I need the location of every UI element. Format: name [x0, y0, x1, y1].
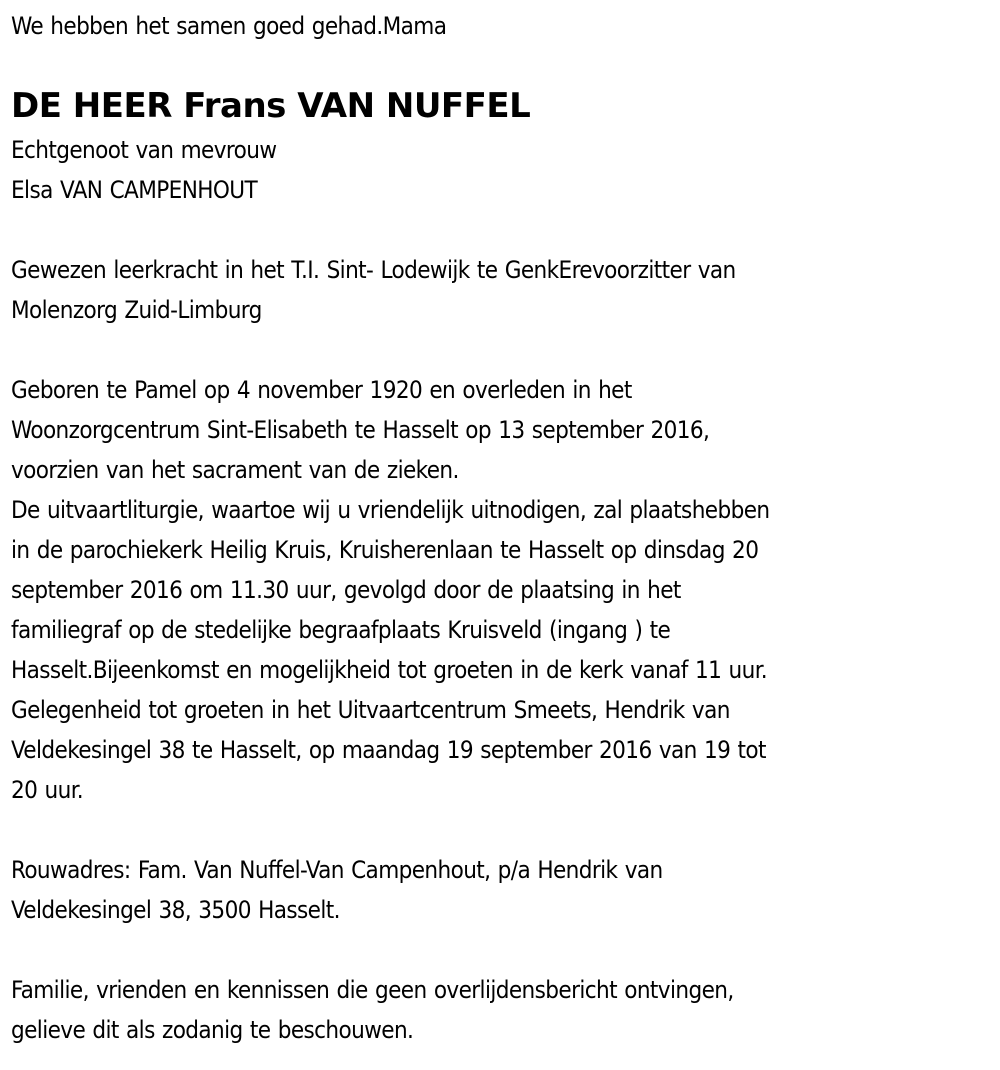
paragraph-line: Hasselt.Bijeenkomst en mogelijkheid tot groeten in de kerk vanaf 11 uur. — [11, 656, 768, 684]
paragraph-line: Rouwadres: Fam. Van Nuffel-Van Campenhout, p/a Hendrik van — [11, 856, 663, 884]
birth-death-paragraph — [11, 370, 989, 490]
spouse-label: Echtgenoot van mevrouw — [11, 136, 277, 164]
paragraph-line: Geboren te Pamel op 4 november 1920 en overleden in het — [11, 376, 632, 404]
paragraph-line: familiegraf op de stedelijke begraafplaats Kruisveld (ingang ) te — [11, 616, 671, 644]
paragraph-line: voorzien van het sacrament van de zieken. — [11, 456, 459, 484]
paragraph-line: in de parochiekerk Heilig Kruis, Kruisherenlaan te Hasselt op dinsdag 20 — [11, 536, 759, 564]
paragraph-line: Gelegenheid tot groeten in het Uitvaartcentrum Smeets, Hendrik van — [11, 696, 730, 724]
spouse-block — [11, 130, 989, 210]
funeral-paragraph — [11, 490, 989, 690]
visitation-paragraph — [11, 690, 989, 810]
career-paragraph — [11, 250, 989, 330]
paragraph-line: Familie, vrienden en kennissen die geen overlijdensbericht ontvingen, — [11, 976, 734, 1004]
paragraph-line: Veldekesingel 38, 3500 Hasselt. — [11, 896, 340, 924]
deceased-name-title: DE HEER Frans VAN NUFFEL — [11, 86, 531, 126]
paragraph-line: september 2016 om 11.30 uur, gevolgd door de plaatsing in het — [11, 576, 681, 604]
paragraph-line: Veldekesingel 38 te Hasselt, op maandag 19 september 2016 van 19 tot — [11, 736, 766, 764]
paragraph-line: Molenzorg Zuid-Limburg — [11, 296, 262, 324]
closing-paragraph — [11, 970, 989, 1050]
intro-quote: We hebben het samen goed gehad.Mama — [11, 12, 447, 40]
paragraph-line: De uitvaartliturgie, waartoe wij u vriendelijk uitnodigen, zal plaatshebben — [11, 496, 770, 524]
paragraph-line: Woonzorgcentrum Sint-Elisabeth te Hasselt op 13 september 2016, — [11, 416, 710, 444]
mourning-address-paragraph — [11, 850, 989, 930]
paragraph-line: Gewezen leerkracht in het T.I. Sint- Lodewijk te GenkErevoorzitter van — [11, 256, 736, 284]
paragraph-line: gelieve dit als zodanig te beschouwen. — [11, 1016, 414, 1044]
paragraph-line: 20 uur. — [11, 776, 84, 804]
spouse-name: Elsa VAN CAMPENHOUT — [11, 176, 258, 204]
